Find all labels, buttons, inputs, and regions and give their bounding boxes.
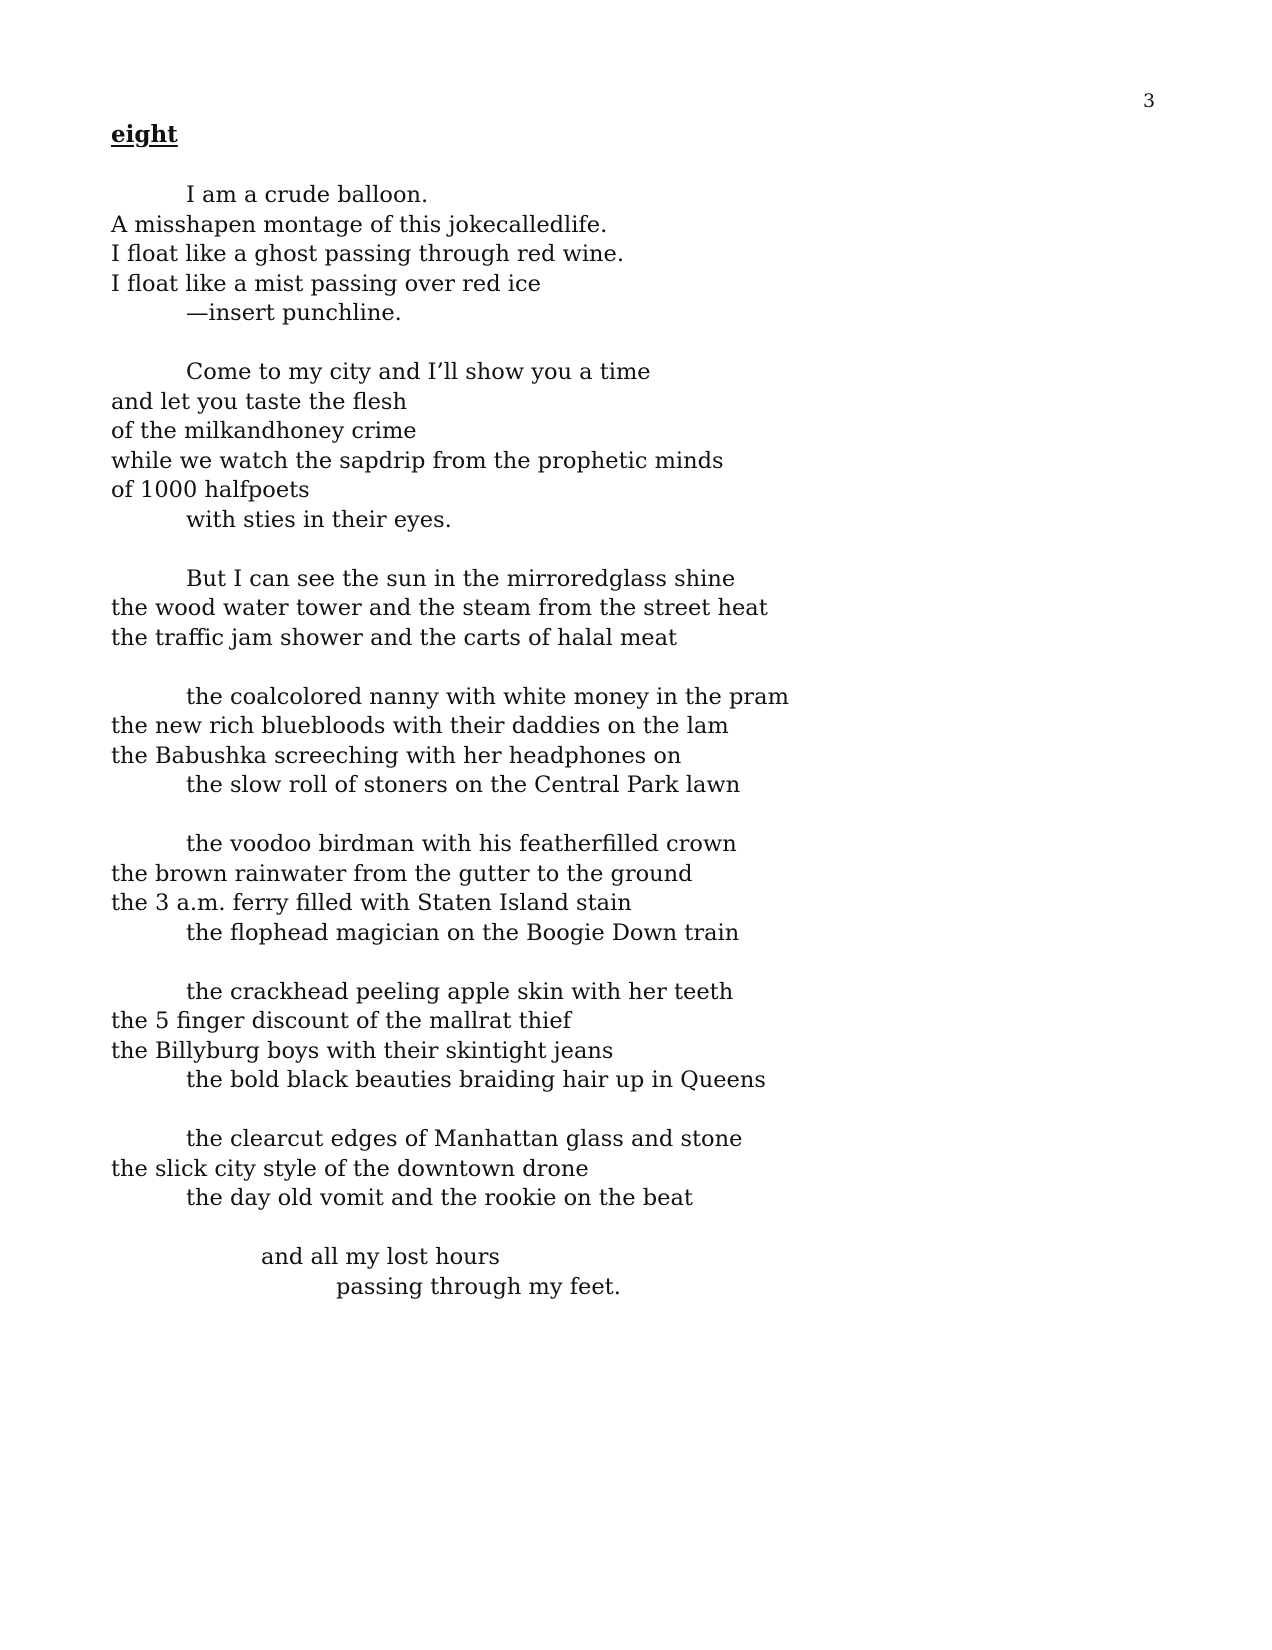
poem-line: the bold black beauties braiding hair up in Queens (186, 1067, 766, 1093)
poem-line: the voodoo birdman with his featherfilled crown (186, 831, 737, 857)
poem-line: the day old vomit and the rookie on the beat (186, 1185, 693, 1211)
poem-line: of 1000 halfpoets (111, 477, 310, 503)
stanza-6 (111, 978, 1191, 1096)
poem-line: and let you taste the flesh (111, 388, 407, 415)
poem-line: the clearcut edges of Manhattan glass and stone (186, 1126, 743, 1152)
stanza-1 (111, 181, 1191, 329)
stanza-5 (111, 830, 1191, 948)
poem-line: the slow roll of stoners on the Central Park lawn (186, 772, 741, 798)
poem-line: the new rich bluebloods with their daddies on the lam (111, 713, 729, 739)
poem-line: the flophead magician on the Boogie Down train (186, 919, 740, 946)
poem-line: But I can see the sun in the mirroredglass shine (186, 565, 736, 592)
poem-line: the 5 finger discount of the mallrat thief (111, 1008, 571, 1034)
poem-line: Come to my city and I’ll show you a time (186, 359, 651, 385)
stanza-8 (111, 1243, 1191, 1302)
poem-line: while we watch the sapdrip from the prophetic minds (111, 447, 724, 474)
poem-line: the crackhead peeling apple skin with her teeth (186, 978, 734, 1005)
poem-title: eight (111, 121, 178, 148)
stanza-4 (111, 683, 1191, 801)
poem-line: of the milkandhoney crime (111, 418, 417, 444)
stanza-2 (111, 358, 1191, 535)
poem-line: the brown rainwater from the gutter to the ground (111, 860, 693, 887)
poem-line: passing through my feet. (336, 1273, 621, 1300)
poem-line: the Billyburg boys with their skintight jeans (111, 1037, 614, 1064)
poem-body (111, 181, 1191, 1332)
poem-line: I float like a mist passing over red ice (111, 270, 541, 297)
poem-line: A misshapen montage of this jokecalledlife. (111, 211, 608, 238)
poem-line: the traffic jam shower and the carts of halal meat (111, 624, 678, 651)
poem-line: and all my lost hours (261, 1244, 500, 1270)
stanza-7 (111, 1125, 1191, 1214)
poem-line: the 3 a.m. ferry filled with Staten Island stain (111, 890, 632, 916)
poem-line: the wood water tower and the steam from the street heat (111, 595, 768, 621)
poem-line: I am a crude balloon. (186, 182, 429, 208)
poem-line: the coalcolored nanny with white money in the pram (186, 683, 789, 710)
poem-line: with sties in their eyes. (186, 506, 452, 533)
poem-line: the slick city style of the downtown drone (111, 1155, 589, 1182)
poem-line: I float like a ghost passing through red wine. (111, 241, 625, 267)
page-number: 3 (1143, 90, 1156, 112)
poem-line: —insert punchline. (186, 300, 402, 326)
poem-line: the Babushka screeching with her headphones on (111, 742, 682, 769)
stanza-3 (111, 565, 1191, 654)
